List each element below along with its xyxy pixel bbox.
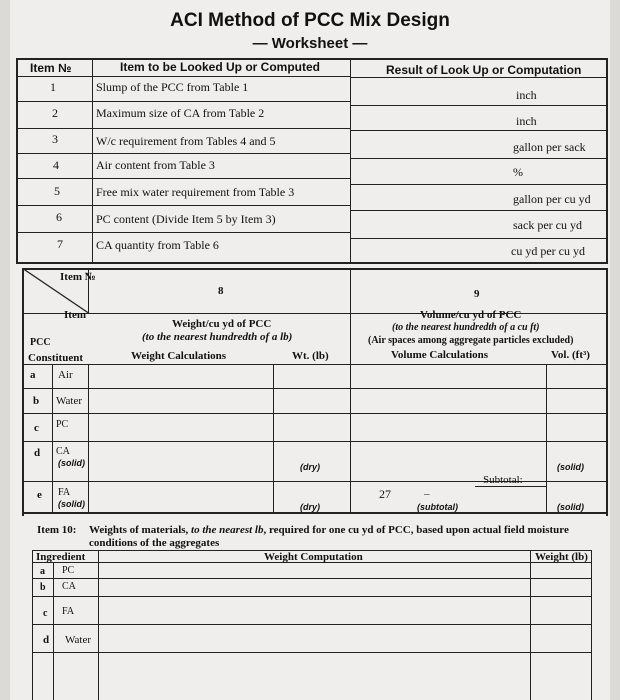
row-no: 3: [52, 132, 58, 146]
row-unit: inch: [516, 114, 537, 128]
wt-lb-header: Wt. (lb): [292, 350, 329, 362]
row-unit: %: [513, 165, 523, 179]
header-item-no: Item №: [30, 61, 72, 75]
minus-sign: –: [424, 488, 430, 500]
row-text: Slump of the PCC from Table 1: [96, 80, 249, 94]
row-text: CA quantity from Table 6: [96, 238, 219, 252]
item10-text: Weights of materials, to the nearest lb, required for one cu yd of PCC, based upon actual field moisture: [89, 524, 569, 536]
row-letter: d: [34, 447, 41, 459]
row-no: 2: [52, 106, 58, 120]
row-unit: cu yd per cu yd: [511, 244, 585, 258]
row-constituent: CA: [56, 446, 70, 457]
row-no: 1: [50, 80, 56, 94]
col8-number: 8: [218, 285, 224, 297]
col9-subtitle2: (Air spaces among aggregate particles excluded): [368, 335, 574, 346]
solid-label: (solid): [557, 502, 584, 512]
row-text: W/c requirement from Tables 4 and 5: [96, 134, 276, 148]
ingredient-letter: d: [43, 634, 50, 646]
ingredient-name: Water: [65, 634, 91, 646]
computation-header: Weight Computation: [264, 551, 363, 563]
page-subtitle: — Worksheet —: [252, 35, 368, 52]
col8-subtitle: (to the nearest hundredth of a lb): [142, 331, 293, 343]
row-constituent: FA: [58, 487, 71, 498]
col8-title: Weight/cu yd of PCC: [172, 318, 272, 330]
ingredient-name: FA: [62, 606, 75, 617]
ingredient-letter: c: [43, 608, 48, 619]
row-constituent-sub: (solid): [58, 458, 85, 468]
weight-header: Weight (lb): [535, 551, 588, 563]
row-unit: gallon per cu yd: [513, 192, 591, 206]
row-unit: inch: [516, 88, 537, 102]
page-title: ACI Method of PCC Mix Design: [170, 10, 450, 31]
total-27: 27: [379, 487, 391, 501]
row-constituent-sub: (solid): [58, 499, 85, 509]
col9-subtitle: (to the nearest hundredth of a cu ft): [392, 322, 540, 333]
corner-item: Item: [64, 309, 86, 321]
weight-calc-header: Weight Calculations: [131, 350, 227, 362]
ingredient-header: Ingredient: [36, 551, 86, 563]
col9-title: Volume/cu yd of PCC: [420, 309, 522, 321]
row-unit: gallon per sack: [513, 140, 586, 154]
row-constituent: Water: [56, 395, 82, 407]
corner-pcc: PCC: [30, 337, 51, 348]
subtotal-note: (subtotal): [417, 502, 458, 512]
ingredient-name: CA: [62, 581, 76, 592]
dry-label: (dry): [300, 462, 320, 472]
row-no: 4: [53, 158, 59, 172]
row-no: 6: [56, 210, 62, 224]
row-letter: e: [37, 489, 42, 501]
corner-item-no: Item №: [60, 271, 96, 283]
corner-constituent: Constituent: [28, 352, 84, 364]
row-text: Air content from Table 3: [96, 158, 215, 172]
row-text: PC content (Divide Item 5 by Item 3): [96, 212, 276, 226]
ingredient-letter: b: [40, 582, 46, 593]
row-no: 7: [57, 237, 63, 251]
ingredient-letter: a: [40, 566, 45, 577]
row-constituent: PC: [56, 419, 69, 430]
row-letter: b: [33, 395, 40, 407]
row-constituent: Air: [58, 369, 73, 381]
row-text: Maximum size of CA from Table 2: [96, 106, 265, 120]
row-letter: c: [34, 422, 39, 434]
row-text: Free mix water requirement from Table 3: [96, 185, 295, 199]
header-result: Result of Look Up or Computation: [386, 63, 582, 77]
row-letter: a: [30, 369, 36, 381]
item10-text-cont: conditions of the aggregates: [89, 537, 220, 549]
solid-label: (solid): [557, 462, 584, 472]
header-item: Item to be Looked Up or Computed: [120, 60, 320, 74]
ingredient-name: PC: [62, 565, 75, 576]
row-unit: sack per cu yd: [513, 218, 582, 232]
col9-number: 9: [474, 288, 480, 300]
vol-ft3-header: Vol. (ft³): [551, 349, 590, 361]
dry-label: (dry): [300, 502, 320, 512]
item10-label: Item 10:: [37, 524, 77, 536]
subtotal-label: Subtotal:: [483, 474, 523, 486]
row-no: 5: [54, 184, 60, 198]
volume-calc-header: Volume Calculations: [391, 349, 489, 361]
